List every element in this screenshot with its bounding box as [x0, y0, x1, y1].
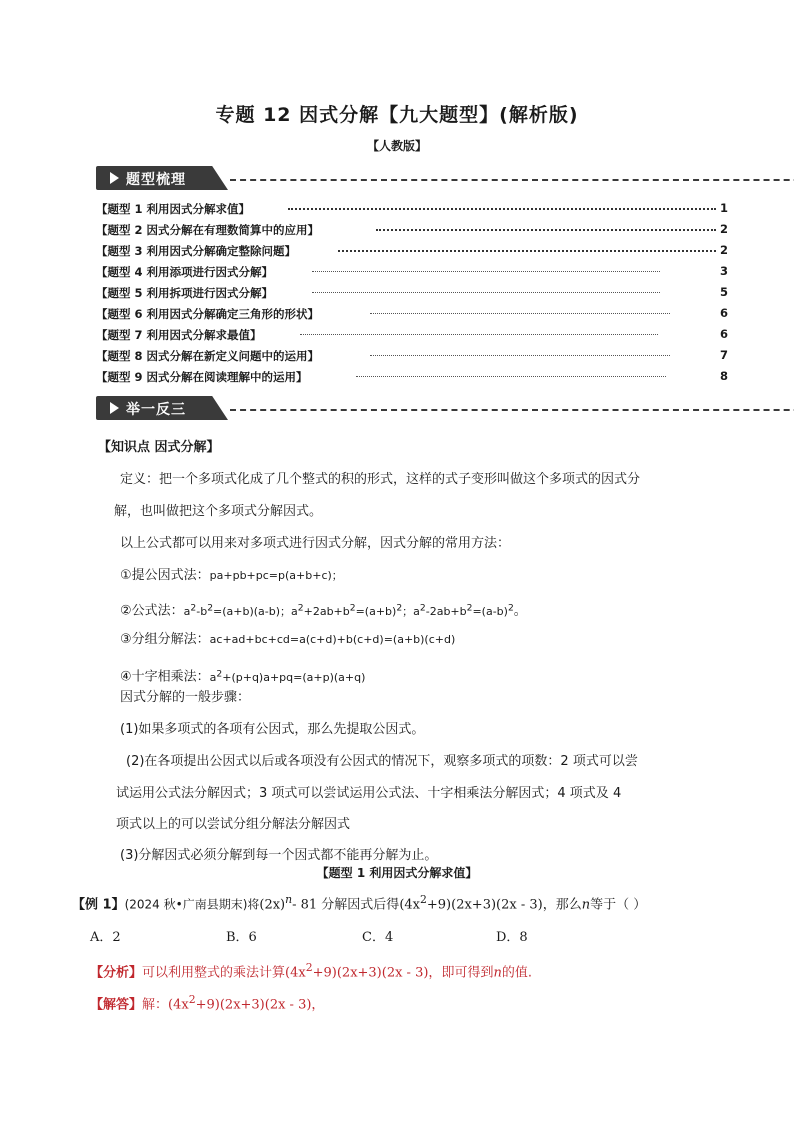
- leader-dots: [288, 208, 716, 210]
- toc-page-number: 6: [719, 306, 728, 320]
- leader-dots: [300, 334, 658, 335]
- method-1: [120, 566, 343, 586]
- practice-banner: [96, 396, 746, 420]
- toc-item[interactable]: [96, 283, 736, 303]
- answer-line: 【解答】解：$(4x^2+9)(2x+3)(2x - 3)$，: [90, 993, 325, 1013]
- method-label: ④十字相乘法：: [120, 669, 210, 685]
- option-d[interactable]: D．8: [496, 930, 528, 945]
- step-2-line-2: 试运用公式法分解因式；3 项式可以尝试运用公式法、十字相乘法分解因式；4 项式及 4: [116, 786, 622, 801]
- leader-dots: [376, 229, 716, 231]
- toc-page-number: 7: [719, 348, 728, 362]
- toc-item-label: 【题型 2 因式分解在有理数简算中的应用】: [96, 223, 320, 237]
- option-b[interactable]: B．6: [226, 930, 257, 945]
- toc-item[interactable]: [96, 346, 736, 366]
- leader-dots: [312, 271, 660, 272]
- definition-line-1: 定义：把一个多项式化成了几个整式的积的形式，这样的式子变形叫做这个多项式的因式分: [120, 472, 641, 487]
- toc-page-number: 2: [719, 222, 728, 236]
- method-4: [120, 664, 365, 688]
- toc-page-number: 3: [719, 264, 728, 278]
- toc-page-number: 6: [719, 327, 728, 341]
- step-1: (1)如果多项式的各项有公因式，那么先提取公因式。: [120, 722, 425, 737]
- step-3: (3)分解因式必须分解到每一个因式都不能再分解为止。: [120, 848, 438, 863]
- banner-dash-line: [230, 409, 794, 411]
- toc-page-number: 8: [719, 369, 728, 383]
- method-label: ③分组分解法：: [120, 632, 210, 647]
- example-question: 【例 1】(2024 秋•广南县期末)将$(2x)^n-$ 81 分解因式后得$(4x^2+9)(2x+3)(2x - 3)$，那么n等于（ ）: [72, 893, 647, 913]
- toc-page-number: 1: [719, 201, 728, 215]
- toc-item-label: 【题型 3 利用因式分解确定整除问题】: [96, 244, 297, 258]
- section-heading: 【题型 1 利用因式分解求值】: [316, 866, 478, 880]
- banner-dash-line: [230, 179, 794, 181]
- toc-page-number: 5: [719, 285, 728, 299]
- analysis-line: 【分析】可以利用整式的乘法计算$(4x^2+9)(2x+3)(2x - 3)$，即可得到n的值.: [90, 961, 532, 981]
- answer-label: 【解答】: [90, 997, 143, 1013]
- play-arrow-icon: [110, 172, 119, 184]
- example-label: 【例 1】: [72, 897, 125, 913]
- toc-item-label: 【题型 6 利用因式分解确定三角形的形状】: [96, 307, 320, 321]
- formula: ac+ad+bc+cd=a(c+d)+b(c+d)=(a+b)(c+d): [209, 633, 456, 646]
- step-2-line-3: 项式以上的可以尝试分组分解法分解因式: [116, 817, 351, 832]
- methods-intro: 以上公式都可以用来对多项式进行因式分解，因式分解的常用方法：: [120, 536, 511, 551]
- toc-item[interactable]: [96, 367, 736, 387]
- method-3: [120, 630, 455, 650]
- definition-line-2: 解，也叫做把这个多项式分解因式。: [114, 504, 323, 519]
- leader-dots: [370, 313, 670, 314]
- toc-item[interactable]: [96, 304, 736, 324]
- leader-dots: [370, 355, 670, 356]
- toc-item-label: 【题型 9 因式分解在阅读理解中的运用】: [96, 370, 308, 384]
- method-label: ②公式法：: [120, 603, 184, 619]
- banner-label: 举一反三: [126, 402, 186, 418]
- toc-item[interactable]: [96, 220, 736, 240]
- toc-page-number: 2: [719, 243, 728, 257]
- toc-item[interactable]: [96, 241, 736, 261]
- play-arrow-icon: [110, 402, 119, 414]
- analysis-label: 【分析】: [90, 965, 143, 981]
- step-2-line-1: (2)在各项提出公因式以后或各项没有公因式的情况下，观察多项式的项数：2 项式可以尝: [126, 754, 638, 769]
- formula: $a^2-b^2=(a+b)(a-b)$；$a^2+2ab+b^2=(a+b)^2$；$a^2-2ab+b^2=(a-b)^2$: [183, 602, 514, 618]
- toc-item[interactable]: [96, 199, 736, 219]
- toc-item[interactable]: [96, 325, 736, 345]
- method-label: ①提公因式法：: [120, 568, 210, 583]
- toc-item-label: 【题型 5 利用拆项进行因式分解】: [96, 286, 274, 300]
- knowledge-heading: 【知识点 因式分解】: [98, 440, 220, 455]
- toc-item-label: 【题型 1 利用因式分解求值】: [96, 202, 251, 216]
- formula: $a^2+(p+q)a+pq=(a+p)(a+q)$: [209, 668, 366, 684]
- edition-label: 【人教版】: [366, 139, 427, 153]
- formula: pa+pb+pc=p(a+b+c)；: [209, 569, 343, 582]
- option-c[interactable]: C．4: [362, 930, 394, 945]
- banner-label: 题型梳理: [126, 172, 186, 188]
- leader-dots: [356, 376, 666, 377]
- toc-item-label: 【题型 4 利用添项进行因式分解】: [96, 265, 274, 279]
- steps-heading: 因式分解的一般步骤：: [120, 690, 251, 705]
- toc-item[interactable]: [96, 262, 736, 282]
- toc-item-label: 【题型 8 因式分解在新定义问题中的运用】: [96, 349, 320, 363]
- toc-banner: [96, 166, 746, 190]
- page-title: 专题 12 因式分解【九大题型】(解析版): [215, 104, 579, 126]
- toc-item-label: 【题型 7 利用因式分解求最值】: [96, 328, 262, 342]
- method-2: ②公式法：$a^2-b^2=(a+b)(a-b)$；$a^2+2ab+b^2=(a+b)^2$；$a^2-2ab+b^2=(a-b)^2$。: [120, 602, 527, 619]
- option-a[interactable]: A．2: [90, 930, 121, 945]
- example-source: (2024 秋•广南县期末)将: [124, 897, 260, 912]
- leader-dots: [338, 250, 716, 252]
- leader-dots: [312, 292, 660, 293]
